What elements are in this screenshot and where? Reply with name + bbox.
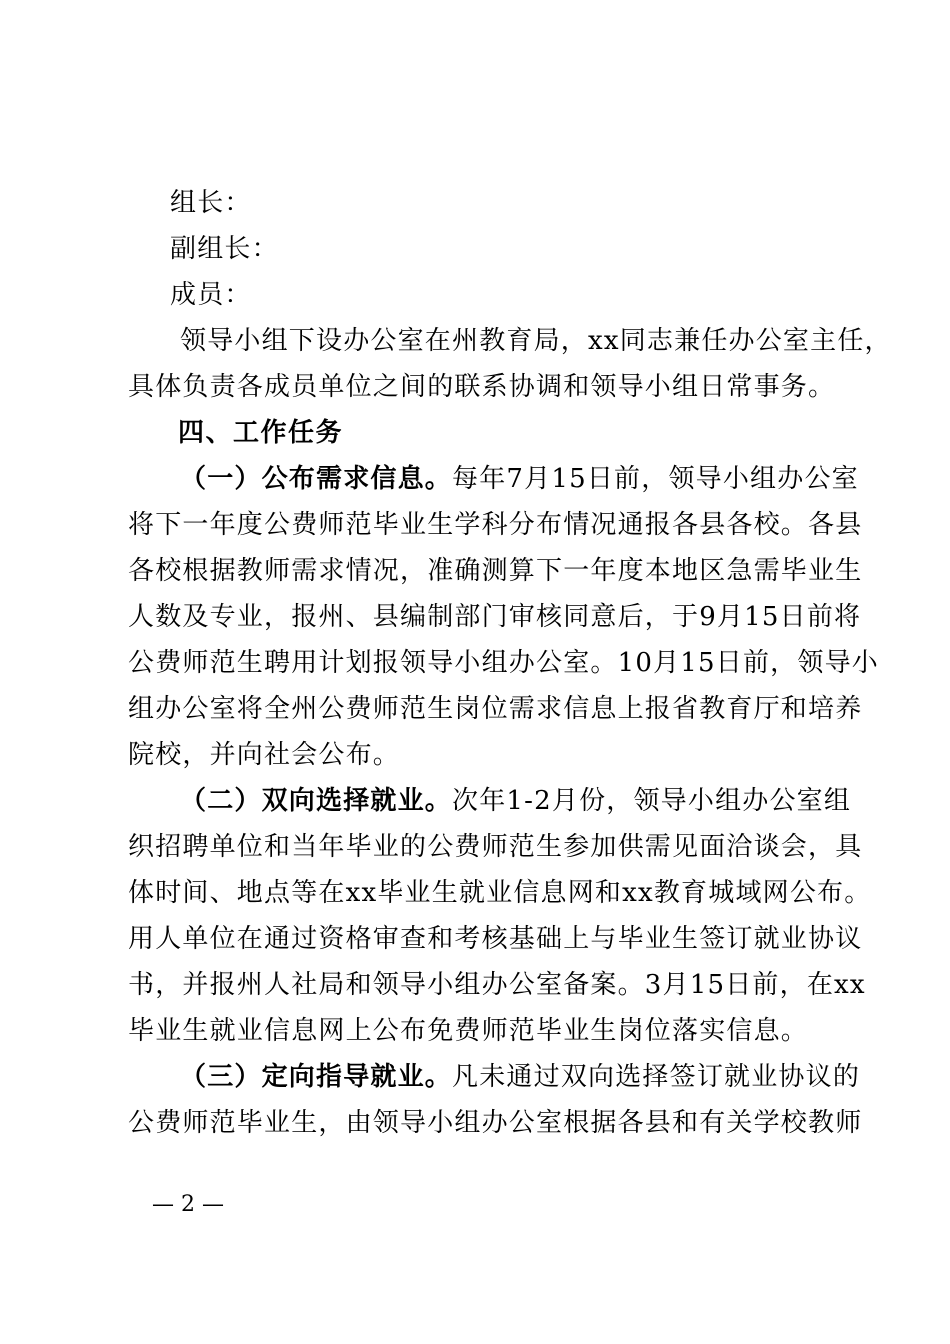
item1-label: （一）公布需求信息。 <box>180 464 453 494</box>
section-title-work-tasks: 四、工作任务 <box>178 418 344 448</box>
leader-label: 组长： <box>170 188 252 218</box>
item1-line-4: 人数及专业，报州、县编制部门审核同意后，于9月15日前将 <box>128 602 862 632</box>
item1-line-5: 公费师范生聘用计划报领导小组办公室。10月15日前，领导小 <box>128 648 879 678</box>
item1-line-2: 将下一年度公费师范毕业生学科分布情况通报各县各校。各县 <box>128 510 863 540</box>
item2-line-1 <box>180 778 852 824</box>
item2-label: （二）双向选择就业。 <box>180 786 453 816</box>
item1-line-1 <box>180 456 859 502</box>
item2-line-5: 书，并报州人社局和领导小组办公室备案。3月15日前，在xx <box>128 970 866 1000</box>
item2-line-3: 体时间、地点等在xx毕业生就业信息网和xx教育城域网公布。 <box>128 878 872 908</box>
office-paragraph-line-2: 具体负责各成员单位之间的联系协调和领导小组日常事务。 <box>128 372 836 402</box>
deputy-leader-label: 副组长： <box>170 234 279 264</box>
item3-line-2: 公费师范毕业生，由领导小组办公室根据各县和有关学校教师 <box>128 1108 863 1138</box>
page-number: — 2 — <box>152 1192 224 1217</box>
members-label: 成员： <box>170 280 252 310</box>
item1-text-1: 每年7月15日前，领导小组办公室 <box>452 464 859 494</box>
item2-text-1: 次年1-2月份，领导小组办公室组 <box>452 786 852 816</box>
item3-line-1 <box>180 1054 861 1100</box>
office-paragraph-line-1: 领导小组下设办公室在州教育局，xx同志兼任办公室主任， <box>180 326 892 356</box>
item3-label: （三）定向指导就业。 <box>180 1062 453 1092</box>
item3-text-1: 凡未通过双向选择签订就业协议的 <box>452 1062 861 1092</box>
item1-line-3: 各校根据教师需求情况，准确测算下一年度本地区急需毕业生 <box>128 556 863 586</box>
item2-line-4: 用人单位在通过资格审查和考核基础上与毕业生签订就业协议 <box>128 924 863 954</box>
item1-line-6: 组办公室将全州公费师范生岗位需求信息上报省教育厅和培养 <box>128 694 863 724</box>
item2-line-6: 毕业生就业信息网上公布免费师范毕业生岗位落实信息。 <box>128 1016 809 1046</box>
item1-line-7: 院校，并向社会公布。 <box>128 740 401 770</box>
item2-line-2: 织招聘单位和当年毕业的公费师范生参加供需见面洽谈会，具 <box>128 832 863 862</box>
